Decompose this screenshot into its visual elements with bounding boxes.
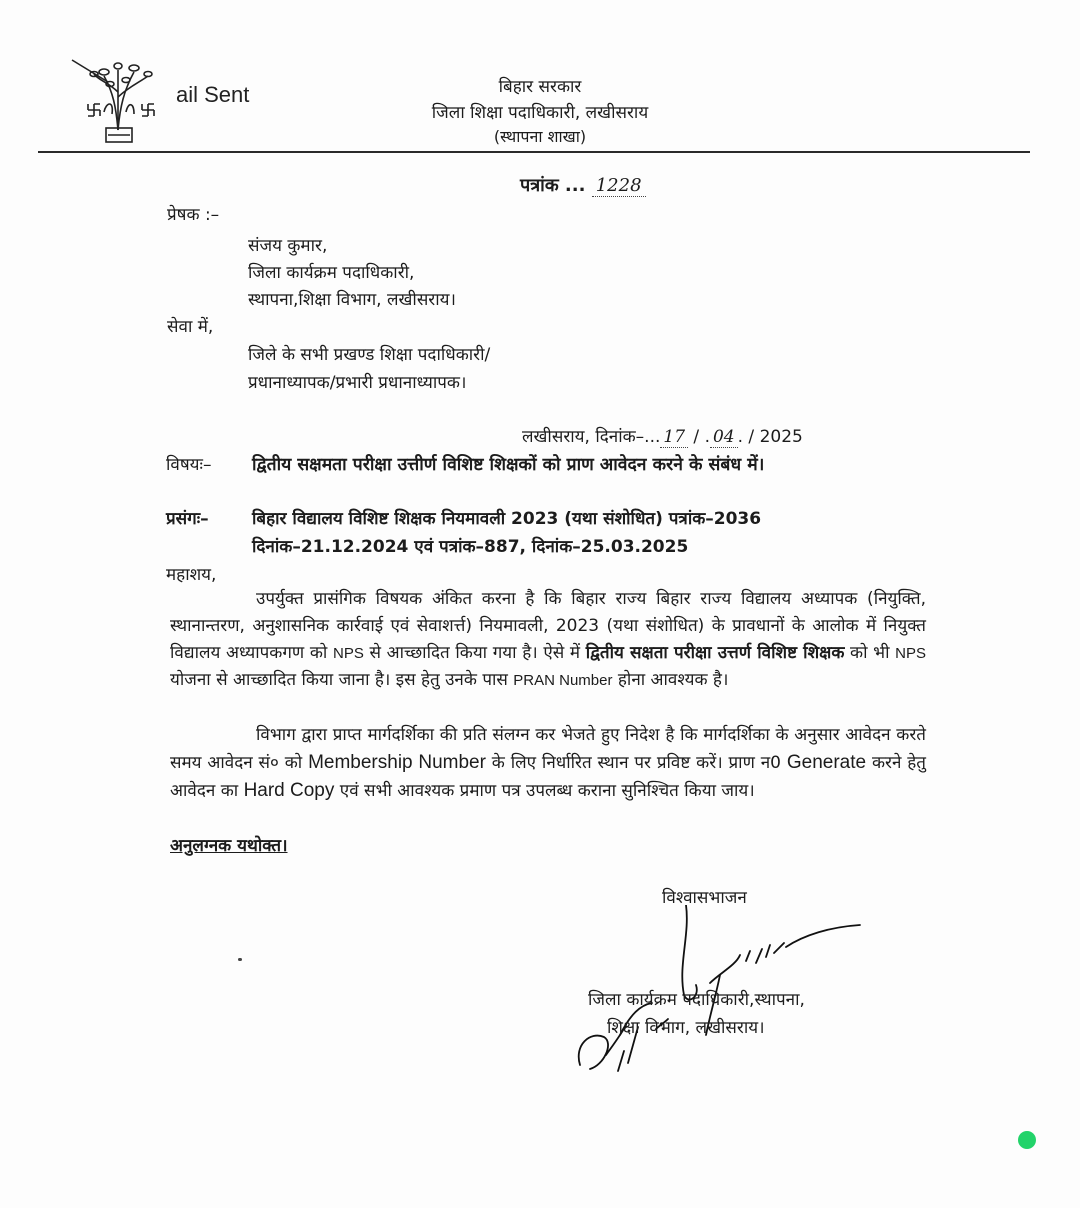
sender-department: स्थापना,शिक्षा विभाग, लखीसराय।	[248, 290, 456, 310]
reference-line-1: बिहार विद्यालय विशिष्ट शिक्षक नियमावली 2023 (यथा संशोधित) पत्रांक–2036	[252, 509, 762, 529]
green-status-dot	[1018, 1131, 1036, 1149]
sender-label: प्रेषक :–	[167, 205, 220, 225]
header-office: जिला शिक्षा पदाधिकारी, लखीसराय	[431, 103, 649, 123]
signatory-designation-2: शिक्षा विभाग, लखीसराय।	[607, 1018, 765, 1038]
closing-line: विश्वासभाजन	[662, 888, 747, 908]
reference-line-2: दिनांक–21.12.2024 एवं पत्रांक–887, दिनांक–25.03.2025	[252, 537, 689, 557]
subject-text: द्वितीय सक्षमता परीक्षा उत्तीर्ण विशिष्ट शिक्षकों को प्राण आवेदन करने के संबंध में।	[252, 455, 765, 475]
enclosure-note: अनुलग्नक यथोक्त।	[170, 836, 288, 856]
recipient-line-1: जिले के सभी प्रखण्ड शिक्षा पदाधिकारी/	[248, 345, 491, 365]
sender-name: संजय कुमार,	[248, 236, 328, 256]
date-day: 17	[660, 427, 688, 448]
letter-number-value: 1228	[592, 175, 646, 197]
recipient-label: सेवा में,	[167, 317, 214, 337]
place-date-prefix: लखीसराय, दिनांक–...	[522, 427, 661, 447]
subject-label: विषयः–	[166, 455, 212, 475]
header-government: बिहार सरकार	[498, 77, 582, 97]
date-month: 04	[710, 427, 738, 448]
letter-number-label: पत्रांक ...	[520, 175, 586, 196]
body-paragraph-2: विभाग द्वारा प्राप्त मार्गदर्शिका की प्रति संलग्न कर भेजते हुए निदेश है कि मार्गदर्शिका के अनुसार आवेदन करते समय आवेदन सं० को Membership Number के लिए निर्धारित स्थान पर प्रविष्ट करें। प्राण न0 Generate करने हेतु आवेदन का Hard Copy एवं सभी आवश्यक प्रमाण पत्र उपलब्ध कराना सुनिश्चित किया जाय।	[170, 725, 926, 801]
reference-label: प्रसंगः–	[166, 509, 209, 529]
salutation: महाशय,	[166, 565, 217, 585]
header-section: (स्थापना शाखा)	[493, 127, 587, 146]
letter-number	[520, 173, 646, 197]
body-paragraph-1: उपर्युक्त प्रासंगिक विषयक अंकित करना है कि बिहार राज्य बिहार राज्य विद्यालय अध्यापक (नियुक्ति, स्थानान्तरण, अनुशासनिक कार्रवाई एवं सेवाशर्त्त) नियमावली, 2023 (यथा संशोधित) के प्रावधानों के आलोक में नियुक्त विद्यालय अध्यापकगण को NPS से आच्छादित किया गया है। ऐसे में द्वितीय सक्षता परीक्षा उत्तर्ण विशिष्ट शिक्षक को भी NPS योजना से आच्छादित किया जाना है। इस हेतु उनके पास PRAN Number होना आवश्यक है।	[170, 589, 926, 690]
signatory-designation-1: जिला कार्यक्रम पदाधिकारी,स्थापना,	[588, 990, 805, 1010]
date-sep-1: / .	[688, 427, 710, 447]
mail-sent-stamp: ail Sent	[176, 82, 250, 107]
ink-speck	[238, 958, 242, 961]
recipient-line-2: प्रधानाध्यापक/प्रभारी प्रधानाध्यापक।	[248, 373, 467, 393]
sender-designation: जिला कार्यक्रम पदाधिकारी,	[248, 263, 415, 283]
header-divider	[38, 151, 1030, 153]
date-year: . / 2025	[737, 427, 803, 447]
place-date	[522, 424, 803, 447]
